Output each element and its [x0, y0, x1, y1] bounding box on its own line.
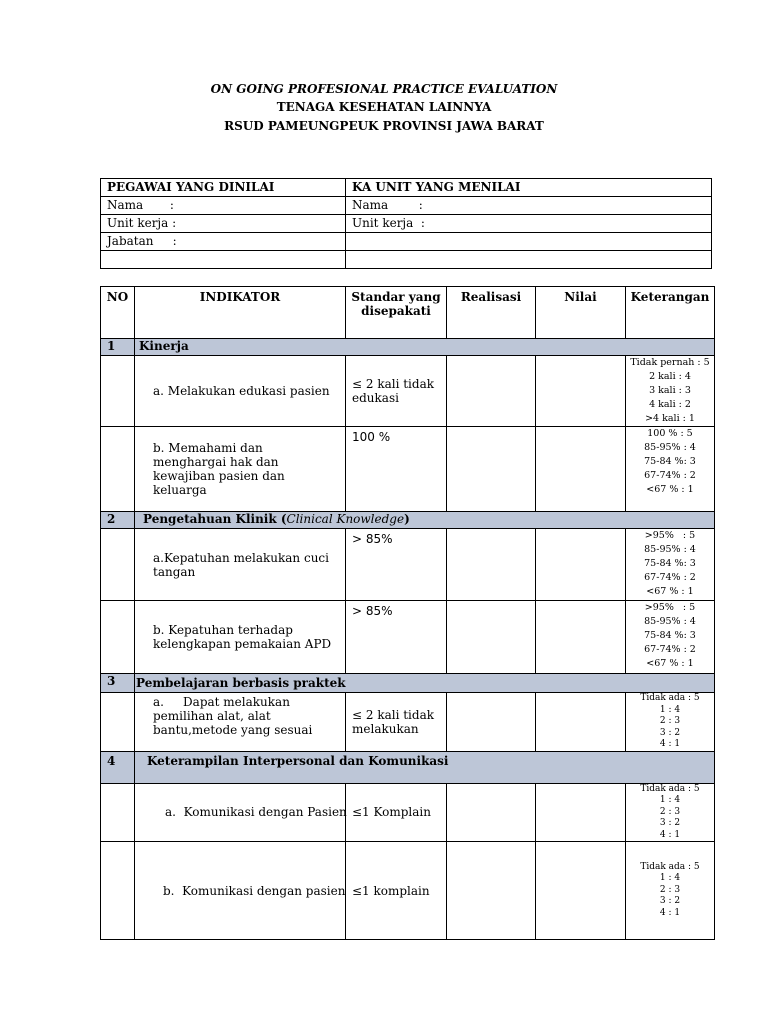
pegawai-blank-row[interactable]: [101, 251, 346, 269]
indikator-cell: b. Memahami dan menghargai hak dan kewajiban pasien dan keluarga: [135, 427, 346, 512]
realisasi-input-cell[interactable]: [447, 693, 536, 752]
section-title: Pembelajaran berbasis praktek: [135, 674, 715, 693]
row-no-cell: [101, 842, 135, 940]
table-row: [101, 356, 715, 427]
keterangan-line: 1 : 4: [659, 704, 681, 715]
evaluation-table: [100, 286, 715, 940]
standar-cell: ≤ 2 kali tidak edukasi: [346, 356, 447, 427]
form-subtitle: TENAGA KESEHATAN LAINNYA: [276, 100, 492, 114]
pegawai-nama-field[interactable]: Nama :: [101, 197, 346, 215]
row-no-cell: [101, 783, 135, 842]
section-number: 2: [101, 512, 135, 529]
table-row: [101, 427, 715, 512]
realisasi-input-cell[interactable]: [447, 783, 536, 842]
col-nilai-header: Nilai: [536, 287, 626, 339]
keterangan-cell: [626, 783, 715, 842]
keterangan-line: <67 % : 1: [646, 586, 694, 597]
keterangan-line: Tidak ada : 5: [640, 693, 700, 703]
penilai-empty-cell[interactable]: [346, 233, 712, 251]
pegawai-unit-field[interactable]: Unit kerja :: [101, 215, 346, 233]
indikator-cell: a.Kepatuhan melakukan cuci tangan: [135, 529, 346, 601]
indikator-cell: a. Komunikasi dengan Pasien: [135, 783, 346, 842]
table-row: [101, 783, 715, 842]
nilai-input-cell[interactable]: [536, 529, 626, 601]
keterangan-line: 4 : 1: [659, 829, 681, 840]
table-row: [101, 842, 715, 940]
keterangan-line: 1 : 4: [659, 795, 681, 805]
keterangan-cell: [626, 529, 715, 601]
keterangan-line: 1 : 4: [659, 873, 681, 884]
section-title-text: Pengetahuan Klinik (: [143, 512, 287, 526]
section-row: [101, 674, 715, 693]
standar-cell: ≤1 Komplain: [346, 783, 447, 842]
keterangan-cell: [626, 601, 715, 674]
standar-cell: > 85%: [346, 601, 447, 674]
keterangan-line: 2 : 3: [659, 716, 681, 726]
keterangan-cell: [626, 427, 715, 512]
keterangan-line: Tidak ada : 5: [640, 783, 700, 794]
keterangan-line: 85-95% : 4: [644, 442, 696, 453]
keterangan-line: >95% : 5: [644, 602, 696, 613]
keterangan-line: <67 % : 1: [646, 484, 694, 495]
keterangan-line: 3 : 2: [659, 896, 681, 907]
col-no-header: NO: [101, 287, 135, 339]
keterangan-line: 75-84 %: 3: [644, 558, 696, 569]
penilai-header: KA UNIT YANG MENILAI: [346, 179, 712, 197]
table-row: [101, 529, 715, 601]
col-realisasi-header: Realisasi: [447, 287, 536, 339]
nilai-input-cell[interactable]: [536, 693, 626, 752]
section-row: [101, 339, 715, 356]
realisasi-input-cell[interactable]: [447, 427, 536, 512]
col-standar-header: Standar yang disepakati: [346, 287, 447, 339]
indikator-cell: b. Kepatuhan terhadap kelengkapan pemakaian APD: [135, 601, 346, 674]
standar-cell: ≤ 2 kali tidak melakukan: [346, 693, 447, 752]
keterangan-line: 85-95% : 4: [644, 616, 696, 627]
table-header-row: [101, 287, 715, 339]
keterangan-line: 2 : 3: [659, 884, 681, 895]
keterangan-line: 67-74% : 2: [644, 572, 696, 583]
nilai-input-cell[interactable]: [536, 783, 626, 842]
row-no-cell: [101, 356, 135, 427]
nilai-input-cell[interactable]: [536, 356, 626, 427]
keterangan-line: 3 : 2: [659, 727, 681, 738]
keterangan-line: 3 : 2: [659, 818, 681, 828]
col-indikator-header: INDIKATOR: [135, 287, 346, 339]
keterangan-line: 4 kali : 2: [649, 399, 691, 410]
standar-cell: ≤1 komplain: [346, 842, 447, 940]
keterangan-line: 100 % : 5: [647, 428, 693, 439]
keterangan-cell: [626, 842, 715, 940]
standar-cell: > 85%: [346, 529, 447, 601]
realisasi-input-cell[interactable]: [447, 842, 536, 940]
keterangan-line: 4 : 1: [659, 739, 681, 749]
section-title-close: ): [404, 512, 410, 526]
keterangan-line: 2 : 3: [659, 806, 681, 817]
keterangan-line: 67-74% : 2: [644, 644, 696, 655]
pegawai-jabatan-field[interactable]: Jabatan :: [101, 233, 346, 251]
row-no-cell: [101, 529, 135, 601]
hospital-name: RSUD PAMEUNGPEUK PROVINSI JAWA BARAT: [224, 119, 544, 133]
keterangan-line: 75-84 %: 3: [644, 456, 696, 467]
penilai-nama-field[interactable]: Nama :: [346, 197, 712, 215]
indikator-cell: b. Komunikasi dengan pasien: [135, 842, 346, 940]
indikator-cell: a. Dapat melakukan pemilihan alat, alat bantu,metode yang sesuai: [135, 693, 346, 752]
col-keterangan-header: Keterangan: [626, 287, 715, 339]
realisasi-input-cell[interactable]: [447, 356, 536, 427]
keterangan-line: >95% : 5: [644, 530, 696, 541]
section-title: [135, 512, 715, 529]
penilai-unit-field[interactable]: Unit kerja :: [346, 215, 712, 233]
section-number: 3: [101, 674, 135, 693]
section-title-italic: Clinical Knowledge: [286, 512, 405, 526]
realisasi-input-cell[interactable]: [447, 601, 536, 674]
form-title: ON GOING PROFESIONAL PRACTICE EVALUATION: [210, 82, 558, 96]
section-row: [101, 512, 715, 529]
section-number: 4: [101, 751, 135, 783]
keterangan-line: >4 kali : 1: [645, 413, 695, 424]
row-no-cell: [101, 427, 135, 512]
keterangan-cell: [626, 356, 715, 427]
nilai-input-cell[interactable]: [536, 842, 626, 940]
nilai-input-cell[interactable]: [536, 601, 626, 674]
penilai-blank-row[interactable]: [346, 251, 712, 269]
keterangan-cell: [626, 693, 715, 752]
keterangan-line: 3 kali : 3: [649, 385, 691, 396]
keterangan-line: 4 : 1: [659, 907, 681, 918]
section-row: [101, 751, 715, 783]
keterangan-line: 75-84 %: 3: [644, 630, 696, 641]
table-row: [101, 601, 715, 674]
indikator-cell: a. Melakukan edukasi pasien: [135, 356, 346, 427]
pegawai-header: PEGAWAI YANG DINILAI: [101, 179, 346, 197]
keterangan-line: Tidak ada : 5: [640, 861, 700, 872]
section-title: Keterampilan Interpersonal dan Komunikasi: [135, 751, 715, 783]
section-number: 1: [101, 339, 135, 356]
table-row: [101, 693, 715, 752]
row-no-cell: [101, 601, 135, 674]
standar-cell: 100 %: [346, 427, 447, 512]
realisasi-input-cell[interactable]: [447, 529, 536, 601]
keterangan-line: 67-74% : 2: [644, 470, 696, 481]
keterangan-line: <67 % : 1: [646, 658, 694, 669]
keterangan-line: Tidak pernah : 5: [630, 357, 710, 368]
row-no-cell: [101, 693, 135, 752]
keterangan-line: 2 kali : 4: [649, 371, 691, 382]
keterangan-line: 85-95% : 4: [644, 544, 696, 555]
section-title: Kinerja: [135, 339, 715, 356]
nilai-input-cell[interactable]: [536, 427, 626, 512]
identity-table: [100, 178, 712, 269]
